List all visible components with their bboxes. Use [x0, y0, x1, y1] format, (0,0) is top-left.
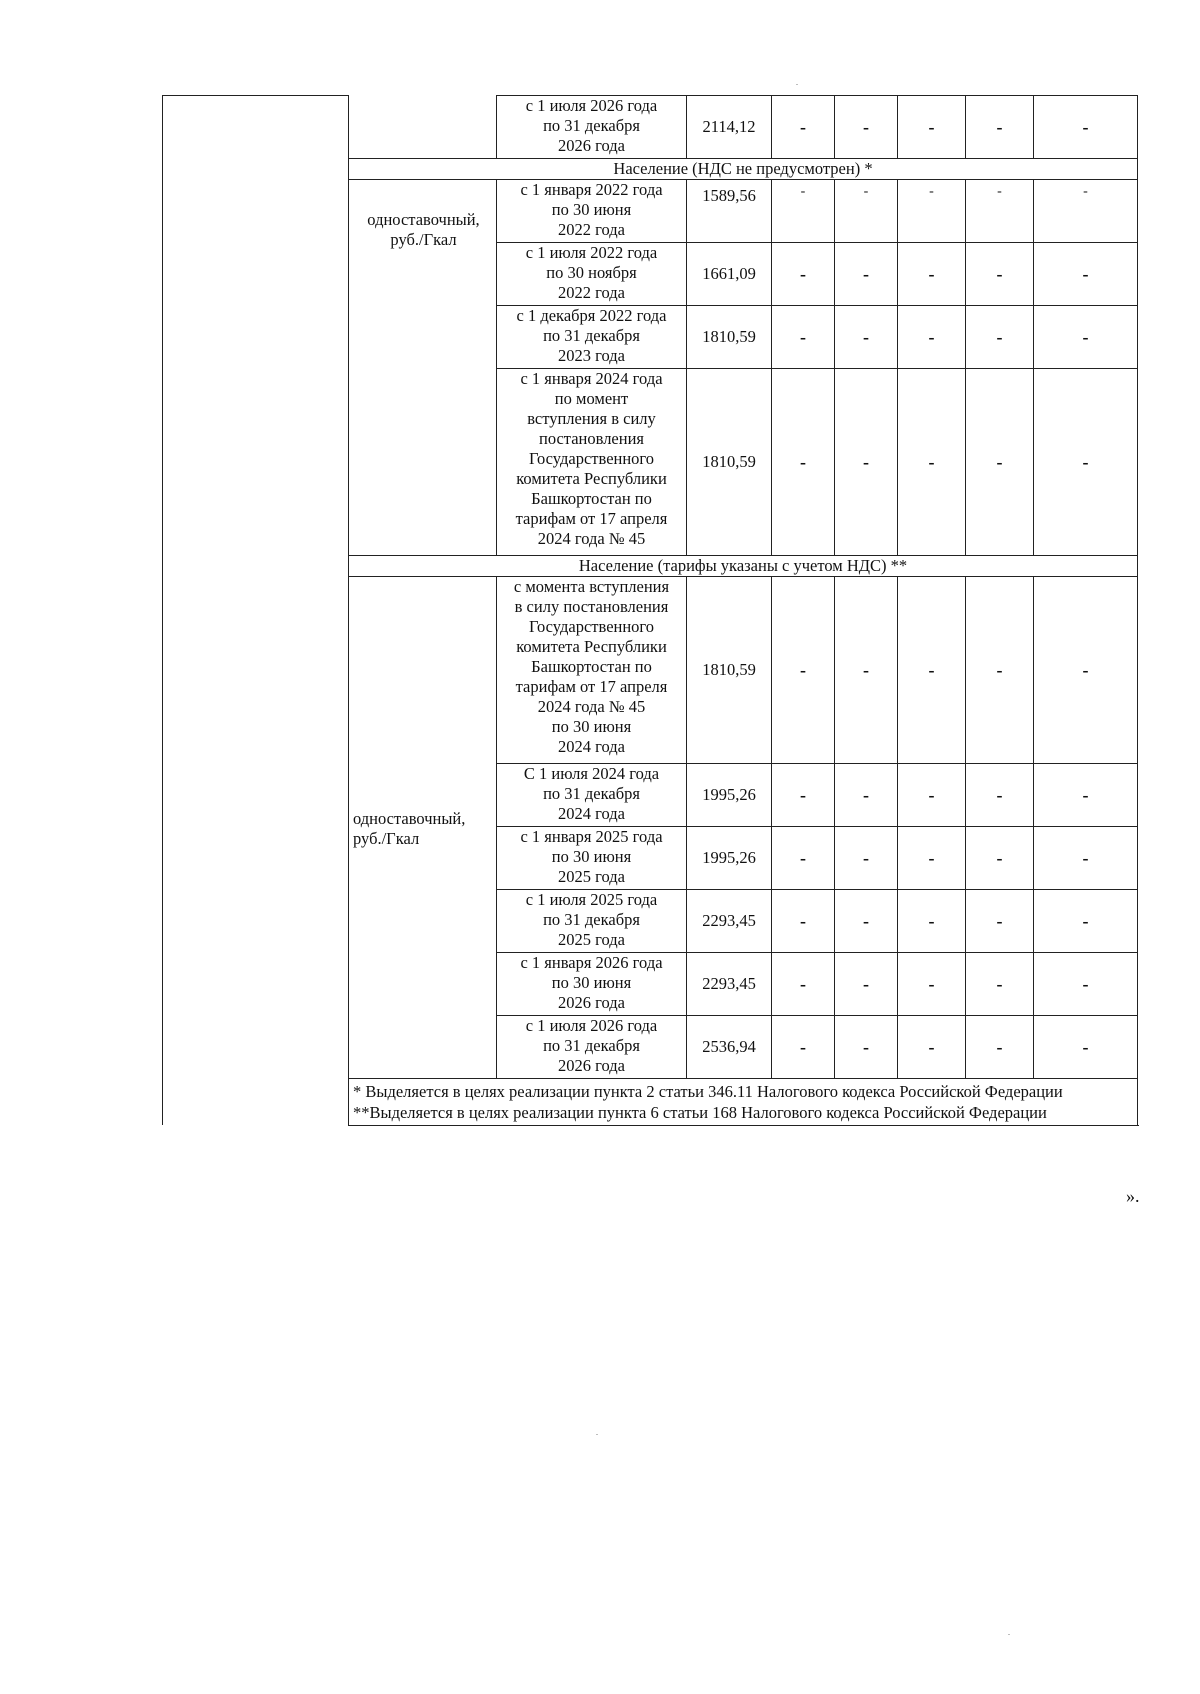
dash-cell: -	[898, 889, 966, 952]
dash-cell: -	[835, 763, 898, 826]
dash-cell: -	[966, 368, 1034, 555]
dash-cell: -	[966, 305, 1034, 368]
tariff-value: 1995,26	[687, 826, 772, 889]
dash-cell: -	[1034, 179, 1138, 242]
dash-cell: -	[772, 576, 835, 763]
tariff-value: 1810,59	[687, 368, 772, 555]
period-cell: С 1 июля 2024 года по 31 декабря 2024 года	[497, 763, 687, 826]
dash-cell: -	[835, 952, 898, 1015]
dash-cell: -	[772, 1015, 835, 1078]
dash-cell: -	[1034, 889, 1138, 952]
dash-cell: -	[898, 242, 966, 305]
dash-cell: -	[898, 763, 966, 826]
tariff-value: 1589,56	[687, 179, 772, 242]
tariff-type-label: одноставочный, руб./Гкал	[349, 576, 497, 1078]
tariff-value: 1661,09	[687, 242, 772, 305]
dash-cell: -	[1034, 1015, 1138, 1078]
dash-cell: -	[1034, 763, 1138, 826]
dash-cell: -	[966, 242, 1034, 305]
dash-cell: -	[898, 179, 966, 242]
dash-cell: -	[772, 889, 835, 952]
tariff-value: 2293,45	[687, 889, 772, 952]
period-cell: с 1 января 2026 года по 30 июня 2026 года	[497, 952, 687, 1015]
dash-cell: -	[966, 96, 1034, 159]
dash-cell: -	[772, 305, 835, 368]
dash-cell: -	[898, 96, 966, 159]
dash-cell: -	[835, 305, 898, 368]
period-cell: с 1 января 2025 года по 30 июня 2025 года	[497, 826, 687, 889]
scan-speck	[1008, 1634, 1010, 1635]
dash-cell: -	[835, 96, 898, 159]
scan-speck	[596, 1434, 598, 1435]
group-cell	[163, 96, 349, 1126]
dash-cell: -	[772, 826, 835, 889]
table-row	[163, 96, 1138, 159]
period-cell: с 1 июля 2022 года по 30 ноября 2022 года	[497, 242, 687, 305]
period-cell: с 1 июля 2025 года по 31 декабря 2025 года	[497, 889, 687, 952]
footnotes-cell	[349, 1078, 1138, 1125]
tariff-value: 2293,45	[687, 952, 772, 1015]
dash-cell: -	[898, 305, 966, 368]
dash-cell: -	[835, 1015, 898, 1078]
tariff-value: 1995,26	[687, 763, 772, 826]
dash-cell: -	[772, 96, 835, 159]
dash-cell: -	[835, 889, 898, 952]
dash-cell: -	[835, 576, 898, 763]
dash-cell: -	[1034, 242, 1138, 305]
dash-cell: -	[898, 368, 966, 555]
section-title: Население (НДС не предусмотрен) *	[349, 158, 1138, 179]
dash-cell: -	[1034, 305, 1138, 368]
dash-cell: -	[772, 763, 835, 826]
tariff-type-label: одноставочный, руб./Гкал	[349, 179, 497, 555]
dash-cell: -	[772, 179, 835, 242]
dash-cell: -	[898, 826, 966, 889]
dash-cell: -	[966, 179, 1034, 242]
period-cell: с 1 июля 2026 года по 31 декабря 2026 года	[497, 1015, 687, 1078]
scan-speck	[796, 84, 798, 85]
tariff-value: 2114,12	[687, 96, 772, 159]
period-cell: с момента вступления в силу постановления Государственного комитета Республики Башкортостан по тарифам от 17 апреля 2024 года № 45 по 30 июня 2024 года	[497, 576, 687, 763]
dash-cell: -	[898, 1015, 966, 1078]
dash-cell: -	[1034, 96, 1138, 159]
closing-quote-mark: ».	[1126, 1186, 1140, 1206]
tariff-value: 1810,59	[687, 305, 772, 368]
dash-cell: -	[966, 763, 1034, 826]
dash-cell: -	[966, 1015, 1034, 1078]
dash-cell: -	[1034, 576, 1138, 763]
dash-cell: -	[835, 826, 898, 889]
section-title: Население (тарифы указаны с учетом НДС) **	[349, 555, 1138, 576]
dash-cell: -	[966, 889, 1034, 952]
period-cell: с 1 января 2024 года по момент вступления в силу постановления Государственного комитета Республики Башкортостан по тарифам от 17 апреля 2024 года № 45	[497, 368, 687, 555]
type-cell-empty	[349, 96, 497, 159]
tariff-table	[162, 95, 1138, 1126]
dash-cell: -	[772, 242, 835, 305]
tariff-value: 1810,59	[687, 576, 772, 763]
period-cell: с 1 января 2022 года по 30 июня 2022 года	[497, 179, 687, 242]
dash-cell: -	[966, 576, 1034, 763]
period-cell: с 1 июля 2026 года по 31 декабря 2026 года	[497, 96, 687, 159]
tariff-value: 2536,94	[687, 1015, 772, 1078]
dash-cell: -	[1034, 368, 1138, 555]
footnote: **Выделяется в целях реализации пункта 6 статьи 168 Налогового кодекса Российской Федерации	[353, 1102, 1047, 1122]
dash-cell: -	[966, 952, 1034, 1015]
dash-cell: -	[835, 179, 898, 242]
dash-cell: -	[898, 952, 966, 1015]
dash-cell: -	[1034, 952, 1138, 1015]
dash-cell: -	[772, 368, 835, 555]
dash-cell: -	[835, 242, 898, 305]
dash-cell: -	[966, 826, 1034, 889]
dash-cell: -	[835, 368, 898, 555]
dash-cell: -	[898, 576, 966, 763]
footnote: * Выделяется в целях реализации пункта 2 статьи 346.11 Налогового кодекса Российской Федерации	[353, 1081, 1063, 1101]
period-cell: с 1 декабря 2022 года по 31 декабря 2023 года	[497, 305, 687, 368]
dash-cell: -	[1034, 826, 1138, 889]
dash-cell: -	[772, 952, 835, 1015]
